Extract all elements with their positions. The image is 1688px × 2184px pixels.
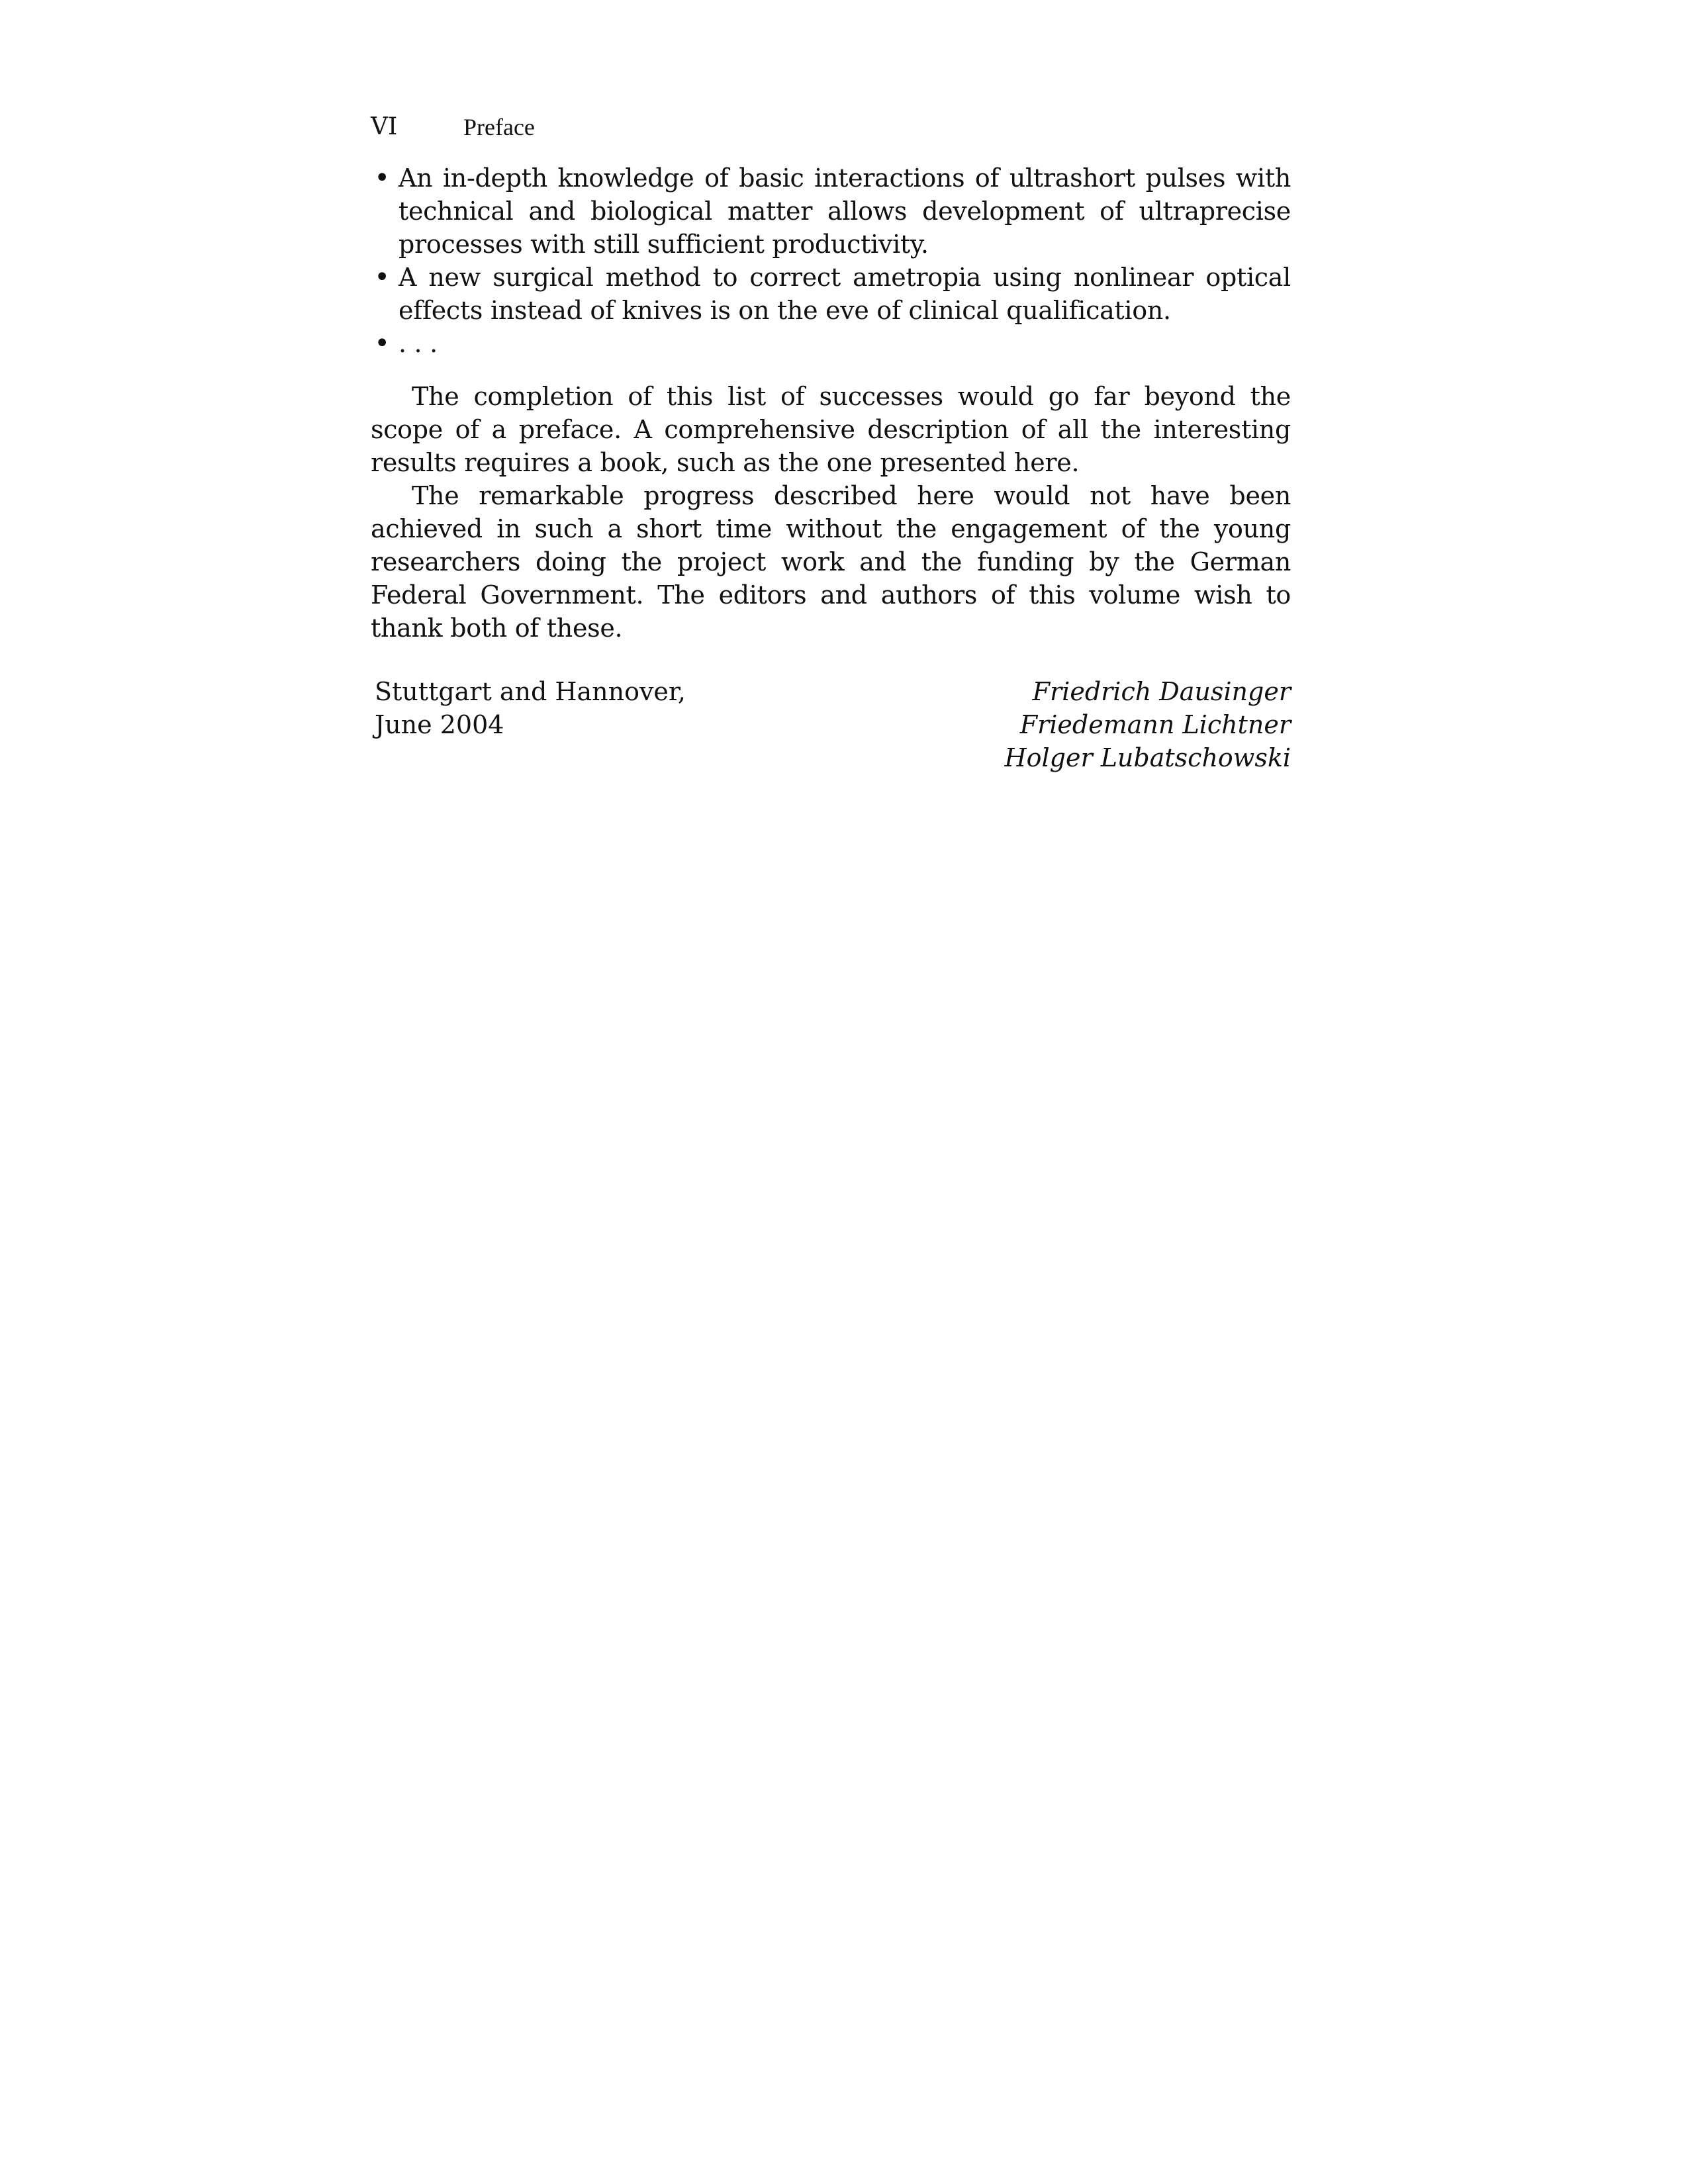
signature-place: Stuttgart and Hannover,: [375, 677, 686, 706]
paragraph: The remarkable progress described here would not have been achieved in such a short time without the engagement of the young researchers doing the project work and the funding by the German Federal Government. The editors and authors of this volume wish to thank both of these.: [371, 481, 1291, 643]
section-title: Preface: [463, 114, 535, 140]
list-item-text: A new surgical method to correct ametropia using nonlinear optical effects instead of knives is on the eve of clinical qualification.: [399, 263, 1291, 325]
list-item-text: . . .: [399, 329, 438, 358]
list-item: [371, 261, 1291, 327]
document-page: [371, 106, 1291, 781]
place-date: [375, 675, 686, 741]
list-item-text: An in-depth knowledge of basic interactions of ultrashort pulses with technical and biological matter allows development of ultraprecise processes with still sufficient productivity.: [399, 163, 1291, 259]
author-name: Holger Lubatschowski: [1004, 743, 1291, 772]
list-item: [371, 327, 1291, 360]
author-list: [1004, 675, 1291, 774]
body-text: [371, 380, 1291, 645]
signature-date: June 2004: [375, 710, 504, 739]
author-name: Friedrich Dausinger: [1032, 677, 1291, 706]
bullet-icon: •: [374, 262, 390, 293]
page-number: VI: [371, 113, 398, 140]
bullet-list: [371, 161, 1291, 360]
author-name: Friedemann Lichtner: [1019, 710, 1291, 739]
list-item: [371, 161, 1291, 261]
paragraph: The completion of this list of successes would go far beyond the scope of a preface. A comprehensive description of all the interesting results requires a book, such as the one presented here.: [371, 382, 1291, 477]
bullet-icon: •: [374, 328, 390, 359]
bullet-icon: •: [374, 163, 390, 193]
running-header: [371, 106, 1291, 148]
signature-block: [371, 675, 1291, 781]
